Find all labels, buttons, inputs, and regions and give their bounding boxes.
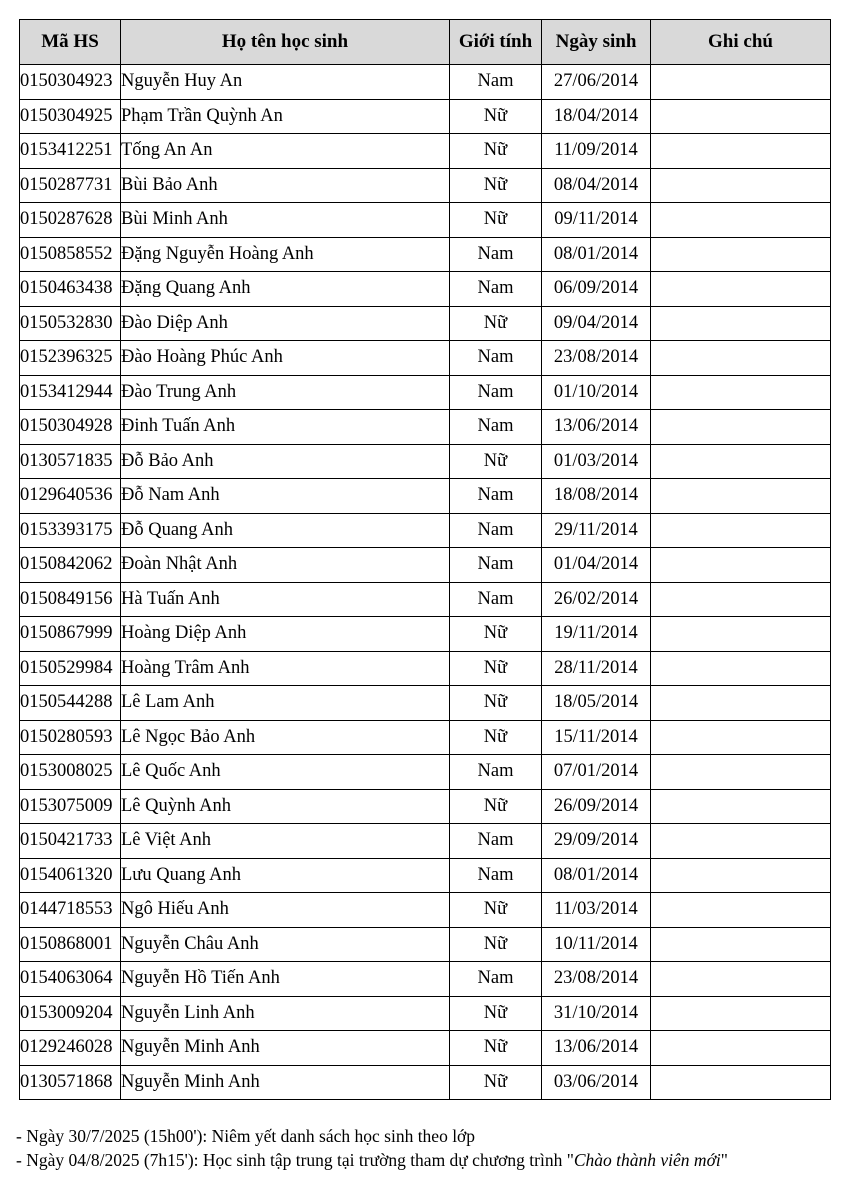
gender-cell: Nam (450, 962, 542, 997)
table-body (20, 65, 831, 1100)
table-row (20, 444, 831, 479)
table-row (20, 686, 831, 721)
date-of-birth-cell: 23/08/2014 (542, 341, 651, 376)
student-name-cell: Nguyễn Minh Anh (121, 1065, 450, 1100)
gender-cell: Nữ (450, 617, 542, 652)
program-name: Chào thành viên mới (573, 1150, 721, 1170)
student-id-cell: 0152396325 (20, 341, 121, 376)
date-of-birth-cell: 01/03/2014 (542, 444, 651, 479)
table-row (20, 858, 831, 893)
note-cell (651, 306, 831, 341)
closing-quote: " (720, 1150, 728, 1170)
gender-cell: Nam (450, 65, 542, 100)
table-row (20, 720, 831, 755)
gender-cell: Nữ (450, 1031, 542, 1066)
student-roster-sheet (19, 19, 831, 1100)
note-line-posting: - Ngày 30/7/2025 (15h00'): Niêm yết danh sách học sinh theo lớp (16, 1126, 476, 1146)
gender-cell: Nữ (450, 99, 542, 134)
student-id-cell: 0150304925 (20, 99, 121, 134)
note-cell (651, 927, 831, 962)
note-cell (651, 410, 831, 445)
note-cell (651, 789, 831, 824)
student-id-cell: 0150287628 (20, 203, 121, 238)
student-id-cell: 0153412944 (20, 375, 121, 410)
table-row (20, 1031, 831, 1066)
student-id-cell: 0150287731 (20, 168, 121, 203)
header-note: Ghi chú (651, 20, 831, 65)
student-id-cell: 0153008025 (20, 755, 121, 790)
gender-cell: Nữ (450, 651, 542, 686)
student-id-cell: 0153075009 (20, 789, 121, 824)
gender-cell: Nam (450, 237, 542, 272)
gender-cell: Nữ (450, 893, 542, 928)
header-date-of-birth: Ngày sinh (542, 20, 651, 65)
table-row (20, 375, 831, 410)
student-name-cell: Lê Việt Anh (121, 824, 450, 859)
date-of-birth-cell: 27/06/2014 (542, 65, 651, 100)
table-row (20, 893, 831, 928)
note-cell (651, 686, 831, 721)
table-row (20, 341, 831, 376)
student-name-cell: Lê Lam Anh (121, 686, 450, 721)
gender-cell: Nam (450, 755, 542, 790)
gender-cell: Nam (450, 479, 542, 514)
student-id-cell: 0144718553 (20, 893, 121, 928)
gender-cell: Nam (450, 548, 542, 583)
student-name-cell: Nguyễn Huy An (121, 65, 450, 100)
date-of-birth-cell: 18/05/2014 (542, 686, 651, 721)
date-of-birth-cell: 29/09/2014 (542, 824, 651, 859)
note-cell (651, 65, 831, 100)
date-of-birth-cell: 15/11/2014 (542, 720, 651, 755)
note-line-gathering (16, 1148, 728, 1172)
gender-cell: Nữ (450, 168, 542, 203)
date-of-birth-cell: 18/04/2014 (542, 99, 651, 134)
date-of-birth-cell: 01/10/2014 (542, 375, 651, 410)
student-name-cell: Nguyễn Linh Anh (121, 996, 450, 1031)
student-name-cell: Lê Ngọc Bảo Anh (121, 720, 450, 755)
student-name-cell: Đặng Nguyễn Hoàng Anh (121, 237, 450, 272)
table-row (20, 582, 831, 617)
student-id-cell: 0130571868 (20, 1065, 121, 1100)
table-row (20, 962, 831, 997)
date-of-birth-cell: 11/03/2014 (542, 893, 651, 928)
table-row (20, 65, 831, 100)
table-row (20, 306, 831, 341)
student-id-cell: 0129246028 (20, 1031, 121, 1066)
student-id-cell: 0150858552 (20, 237, 121, 272)
date-of-birth-cell: 03/06/2014 (542, 1065, 651, 1100)
table-row (20, 789, 831, 824)
student-name-cell: Lê Quốc Anh (121, 755, 450, 790)
student-id-cell: 0130571835 (20, 444, 121, 479)
student-id-cell: 0153393175 (20, 513, 121, 548)
student-name-cell: Đặng Quang Anh (121, 272, 450, 307)
gender-cell: Nữ (450, 203, 542, 238)
student-name-cell: Đỗ Quang Anh (121, 513, 450, 548)
student-id-cell: 0150421733 (20, 824, 121, 859)
gender-cell: Nữ (450, 686, 542, 721)
note-cell (651, 962, 831, 997)
note-cell (651, 720, 831, 755)
table-row (20, 651, 831, 686)
student-name-cell: Bùi Bảo Anh (121, 168, 450, 203)
student-name-cell: Lê Quỳnh Anh (121, 789, 450, 824)
student-id-cell: 0150867999 (20, 617, 121, 652)
note-cell (651, 99, 831, 134)
table-row (20, 513, 831, 548)
date-of-birth-cell: 08/04/2014 (542, 168, 651, 203)
student-name-cell: Tống An An (121, 134, 450, 169)
table-row (20, 824, 831, 859)
note-cell (651, 203, 831, 238)
header-student-name: Họ tên học sinh (121, 20, 450, 65)
table-row (20, 168, 831, 203)
student-id-cell: 0150304928 (20, 410, 121, 445)
student-id-cell: 0153412251 (20, 134, 121, 169)
table-row (20, 755, 831, 790)
student-name-cell: Đoàn Nhật Anh (121, 548, 450, 583)
date-of-birth-cell: 19/11/2014 (542, 617, 651, 652)
table-row (20, 1065, 831, 1100)
student-name-cell: Đào Hoàng Phúc Anh (121, 341, 450, 376)
date-of-birth-cell: 07/01/2014 (542, 755, 651, 790)
date-of-birth-cell: 10/11/2014 (542, 927, 651, 962)
note-cell (651, 237, 831, 272)
date-of-birth-cell: 23/08/2014 (542, 962, 651, 997)
gender-cell: Nam (450, 582, 542, 617)
student-id-cell: 0154061320 (20, 858, 121, 893)
table-row (20, 99, 831, 134)
table-row (20, 927, 831, 962)
table-row (20, 617, 831, 652)
note-cell (651, 651, 831, 686)
gender-cell: Nam (450, 513, 542, 548)
note-cell (651, 893, 831, 928)
date-of-birth-cell: 08/01/2014 (542, 858, 651, 893)
date-of-birth-cell: 09/11/2014 (542, 203, 651, 238)
gender-cell: Nam (450, 824, 542, 859)
gender-cell: Nữ (450, 306, 542, 341)
student-id-cell: 0150529984 (20, 651, 121, 686)
student-name-cell: Nguyễn Châu Anh (121, 927, 450, 962)
note-cell (651, 272, 831, 307)
gender-cell: Nam (450, 341, 542, 376)
student-name-cell: Lưu Quang Anh (121, 858, 450, 893)
student-name-cell: Hà Tuấn Anh (121, 582, 450, 617)
student-id-cell: 0150463438 (20, 272, 121, 307)
student-name-cell: Bùi Minh Anh (121, 203, 450, 238)
note-cell (651, 858, 831, 893)
student-name-cell: Ngô Hiếu Anh (121, 893, 450, 928)
date-of-birth-cell: 13/06/2014 (542, 1031, 651, 1066)
gender-cell: Nam (450, 410, 542, 445)
student-name-cell: Đào Trung Anh (121, 375, 450, 410)
table-row (20, 548, 831, 583)
student-id-cell: 0129640536 (20, 479, 121, 514)
student-id-cell: 0150849156 (20, 582, 121, 617)
date-of-birth-cell: 18/08/2014 (542, 479, 651, 514)
gender-cell: Nữ (450, 134, 542, 169)
note-cell (651, 582, 831, 617)
student-name-cell: Đào Diệp Anh (121, 306, 450, 341)
note-cell (651, 444, 831, 479)
note-cell (651, 479, 831, 514)
gender-cell: Nữ (450, 720, 542, 755)
table-row (20, 410, 831, 445)
note-line-gathering-text: - Ngày 04/8/2025 (7h15'): Học sinh tập trung tại trường tham dự chương trình " (16, 1150, 574, 1170)
header-student-id: Mã HS (20, 20, 121, 65)
student-name-cell: Nguyễn Minh Anh (121, 1031, 450, 1066)
note-cell (651, 1031, 831, 1066)
student-id-cell: 0150544288 (20, 686, 121, 721)
gender-cell: Nam (450, 272, 542, 307)
student-name-cell: Đỗ Bảo Anh (121, 444, 450, 479)
header-gender: Giới tính (450, 20, 542, 65)
student-id-cell: 0154063064 (20, 962, 121, 997)
student-name-cell: Phạm Trần Quỳnh An (121, 99, 450, 134)
gender-cell: Nữ (450, 789, 542, 824)
student-id-cell: 0150532830 (20, 306, 121, 341)
table-row (20, 134, 831, 169)
student-id-cell: 0150842062 (20, 548, 121, 583)
note-cell (651, 755, 831, 790)
note-cell (651, 341, 831, 376)
student-id-cell: 0150304923 (20, 65, 121, 100)
student-name-cell: Hoàng Diệp Anh (121, 617, 450, 652)
student-id-cell: 0153009204 (20, 996, 121, 1031)
table-row (20, 996, 831, 1031)
student-id-cell: 0150280593 (20, 720, 121, 755)
note-cell (651, 996, 831, 1031)
gender-cell: Nữ (450, 1065, 542, 1100)
date-of-birth-cell: 09/04/2014 (542, 306, 651, 341)
table-row (20, 203, 831, 238)
student-name-cell: Hoàng Trâm Anh (121, 651, 450, 686)
note-cell (651, 134, 831, 169)
table-row (20, 237, 831, 272)
gender-cell: Nữ (450, 996, 542, 1031)
student-name-cell: Đỗ Nam Anh (121, 479, 450, 514)
date-of-birth-cell: 13/06/2014 (542, 410, 651, 445)
note-cell (651, 168, 831, 203)
gender-cell: Nữ (450, 444, 542, 479)
note-cell (651, 617, 831, 652)
gender-cell: Nữ (450, 927, 542, 962)
note-cell (651, 824, 831, 859)
table-header (20, 20, 831, 65)
date-of-birth-cell: 26/02/2014 (542, 582, 651, 617)
schedule-notes (16, 1124, 728, 1172)
table-row (20, 479, 831, 514)
date-of-birth-cell: 31/10/2014 (542, 996, 651, 1031)
note-cell (651, 1065, 831, 1100)
note-cell (651, 513, 831, 548)
date-of-birth-cell: 01/04/2014 (542, 548, 651, 583)
student-name-cell: Đinh Tuấn Anh (121, 410, 450, 445)
student-id-cell: 0150868001 (20, 927, 121, 962)
table-row (20, 272, 831, 307)
student-name-cell: Nguyễn Hồ Tiến Anh (121, 962, 450, 997)
header-row (20, 20, 831, 65)
date-of-birth-cell: 26/09/2014 (542, 789, 651, 824)
date-of-birth-cell: 28/11/2014 (542, 651, 651, 686)
student-roster-table (19, 19, 831, 1100)
date-of-birth-cell: 11/09/2014 (542, 134, 651, 169)
date-of-birth-cell: 08/01/2014 (542, 237, 651, 272)
date-of-birth-cell: 29/11/2014 (542, 513, 651, 548)
gender-cell: Nam (450, 858, 542, 893)
date-of-birth-cell: 06/09/2014 (542, 272, 651, 307)
gender-cell: Nam (450, 375, 542, 410)
note-cell (651, 375, 831, 410)
note-cell (651, 548, 831, 583)
